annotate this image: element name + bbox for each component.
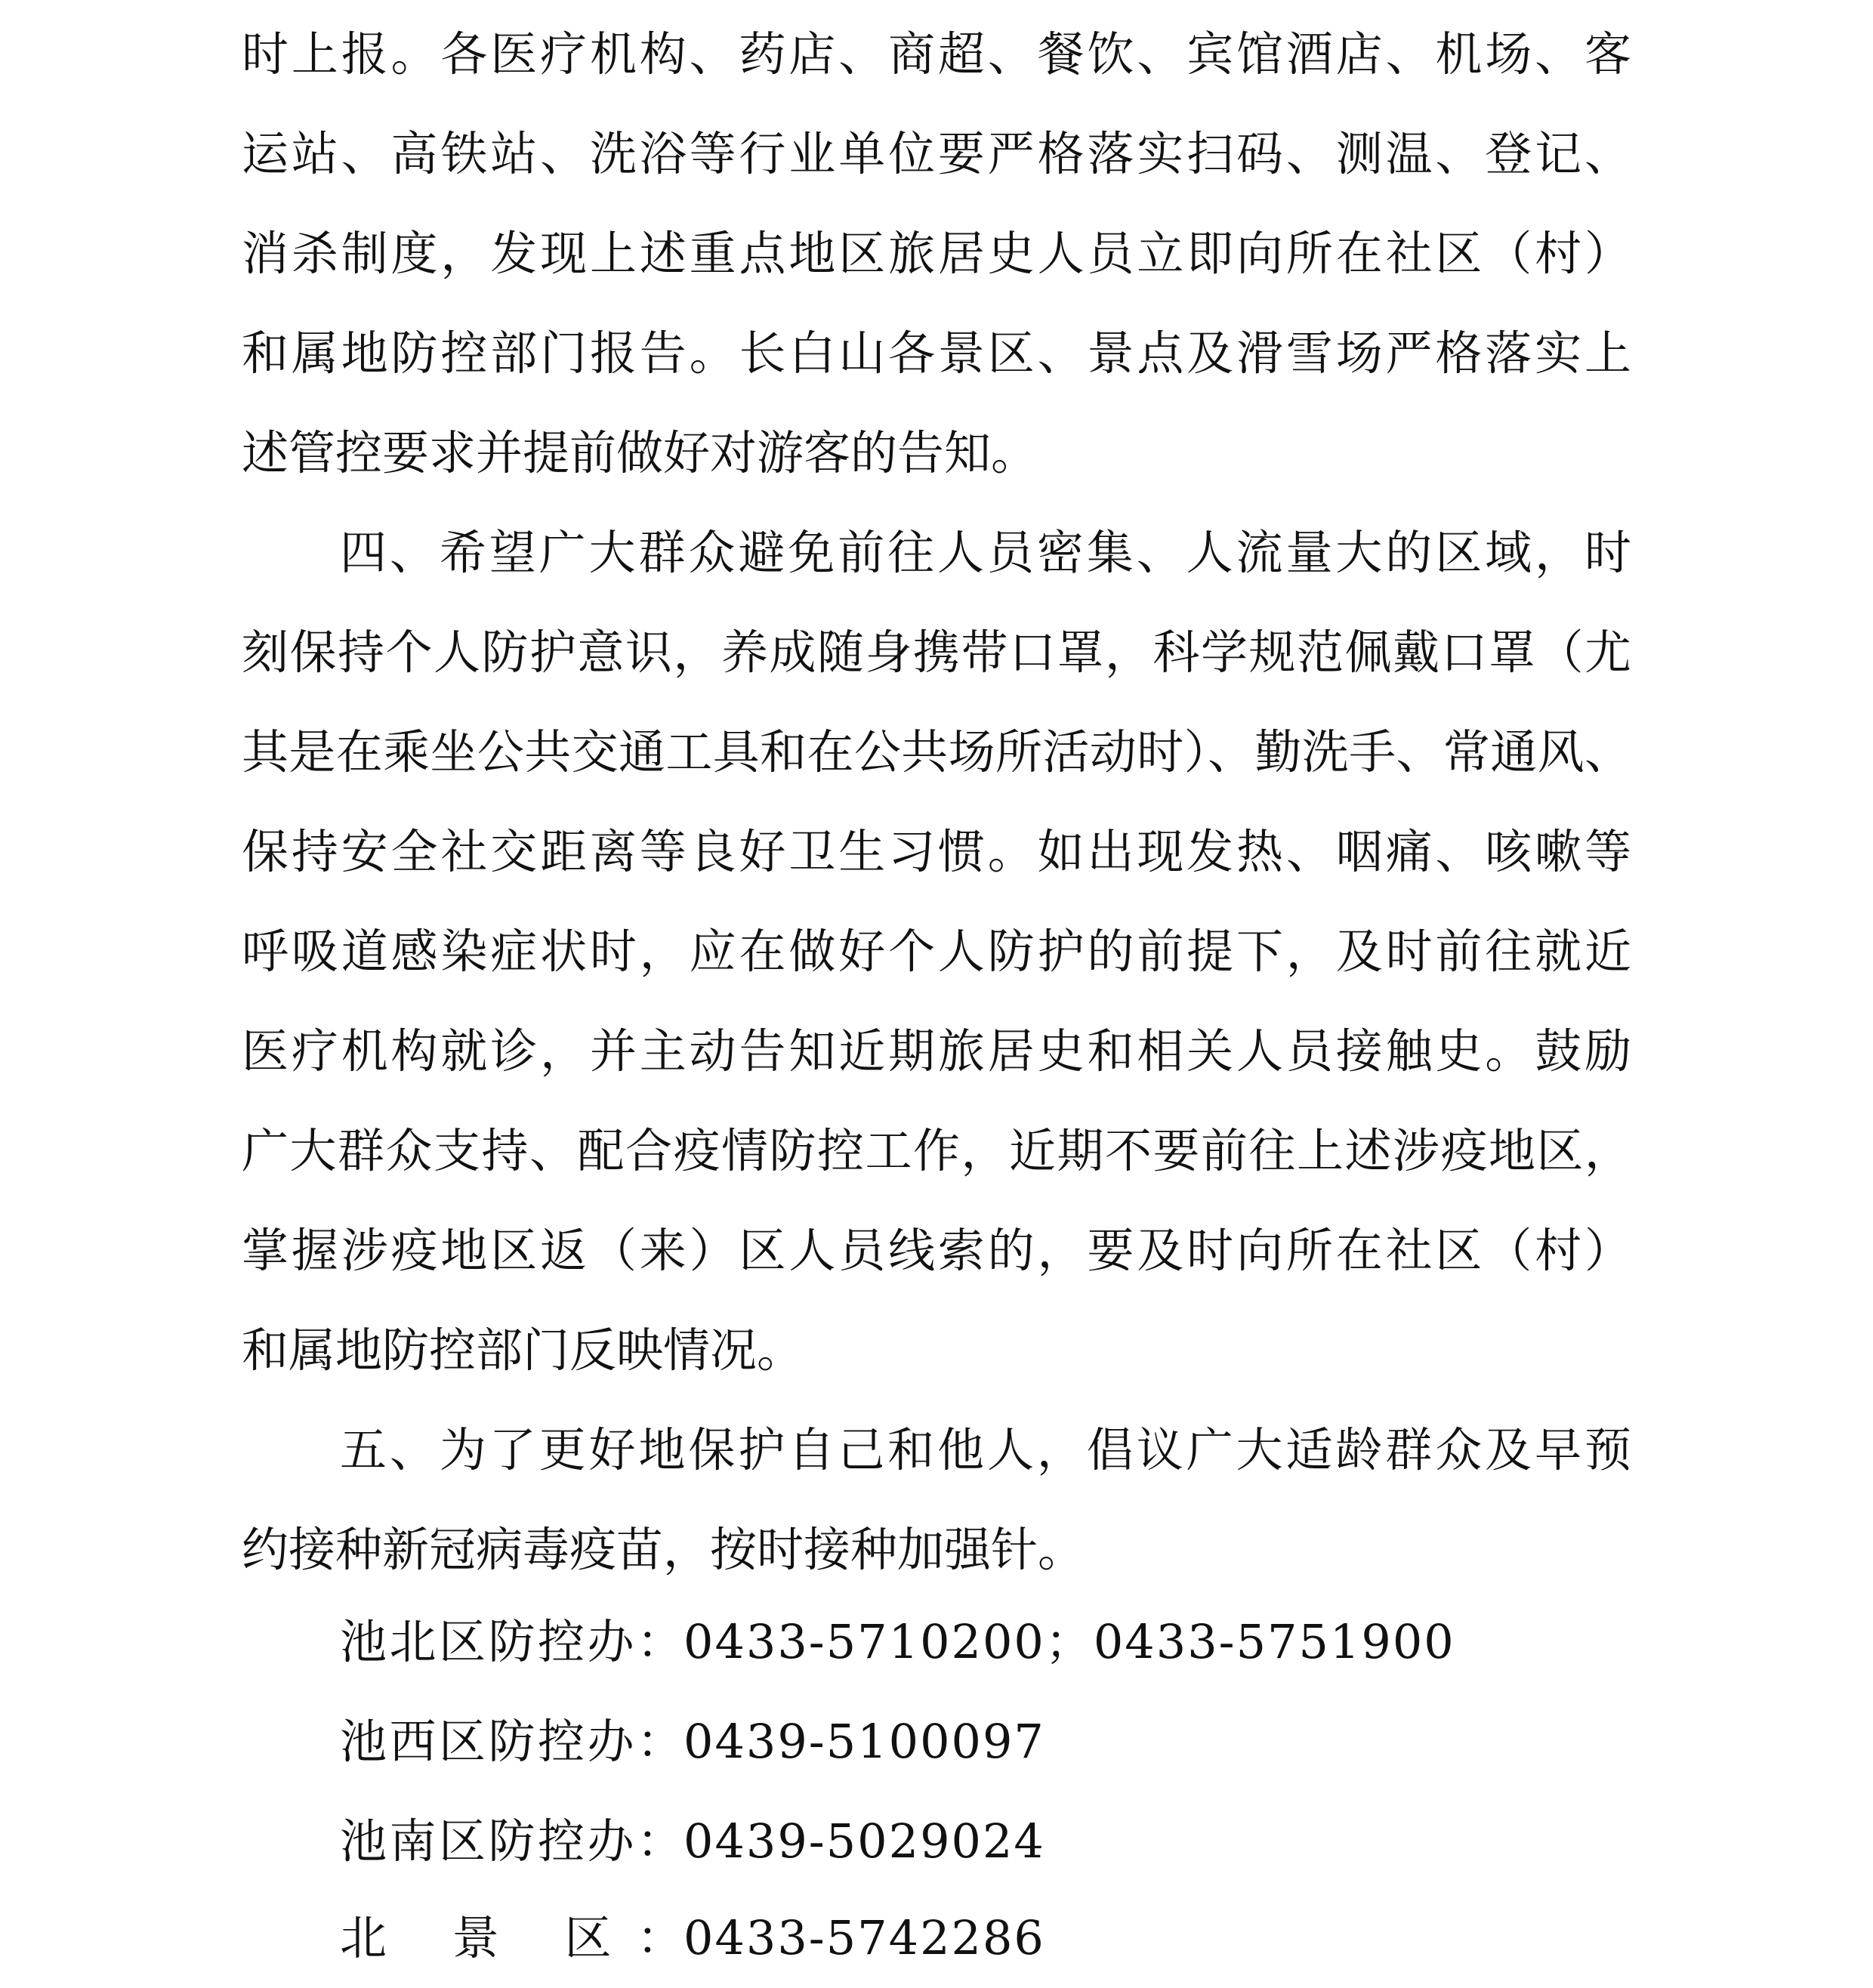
contact-label: 池西区防控办： <box>340 1714 683 1769</box>
paragraph-line: 和属地防控部门反映情况。 <box>242 1323 804 1378</box>
paragraph-line: 约接种新冠病毒疫苗，按时接种加强针。 <box>242 1522 1085 1577</box>
paragraph-line: 呼吸道感染症状时，应在做好个人防护的前提下，及时前往就近 <box>242 924 1631 979</box>
paragraph-line: 其是在乘坐公共交通工具和在公共场所活动时）、勤洗手、常通风、 <box>242 724 1631 779</box>
paragraph-line: 广大群众支持、配合疫情防控工作，近期不要前往上述涉疫地区， <box>242 1123 1631 1178</box>
contact-label: 池北区防控办： <box>340 1614 683 1669</box>
paragraph-line: 消杀制度，发现上述重点地区旅居史人员立即向所在社区（村） <box>242 226 1631 281</box>
paragraph-line: 四、希望广大群众避免前往人员密集、人流量大的区域，时 <box>340 525 1631 580</box>
contact-row <box>340 1692 1045 1792</box>
paragraph-line: 时上报。各医疗机构、药店、商超、餐饮、宾馆酒店、机场、客 <box>242 26 1631 82</box>
contact-phone: 0433-5742286 <box>683 1910 1045 1965</box>
contact-phone: 0439-5100097 <box>683 1714 1045 1769</box>
paragraph-line: 五、为了更好地保护自己和他人，倡议广大适龄群众及早预 <box>340 1422 1631 1477</box>
paragraph-line: 医疗机构就诊，并主动告知近期旅居史和相关人员接触史。鼓励 <box>242 1023 1631 1079</box>
paragraph-line: 掌握涉疫地区返（来）区人员线索的，要及时向所在社区（村） <box>242 1223 1631 1278</box>
paragraph-line: 保持安全社交距离等良好卫生习惯。如出现发热、咽痛、咳嗽等 <box>242 824 1631 879</box>
contact-label: 池南区防控办： <box>340 1814 683 1869</box>
paragraph-line: 述管控要求并提前做好对游客的告知。 <box>242 425 1038 480</box>
contact-row <box>340 1888 1045 1988</box>
paragraph-line: 运站、高铁站、洗浴等行业单位要严格落实扫码、测温、登记、 <box>242 126 1631 181</box>
contact-row <box>340 1592 1455 1692</box>
contact-row <box>340 1792 1045 1891</box>
contact-phone: 0439-5029024 <box>683 1814 1045 1869</box>
paragraph-line: 刻保持个人防护意识，养成随身携带口罩，科学规范佩戴口罩（尤 <box>242 625 1631 680</box>
contact-label: 北 景 区： <box>340 1910 683 1965</box>
contact-phone: 0433-5710200；0433-5751900 <box>683 1614 1455 1669</box>
paragraph-line: 和属地防控部门报告。长白山各景区、景点及滑雪场严格落实上 <box>242 326 1631 381</box>
